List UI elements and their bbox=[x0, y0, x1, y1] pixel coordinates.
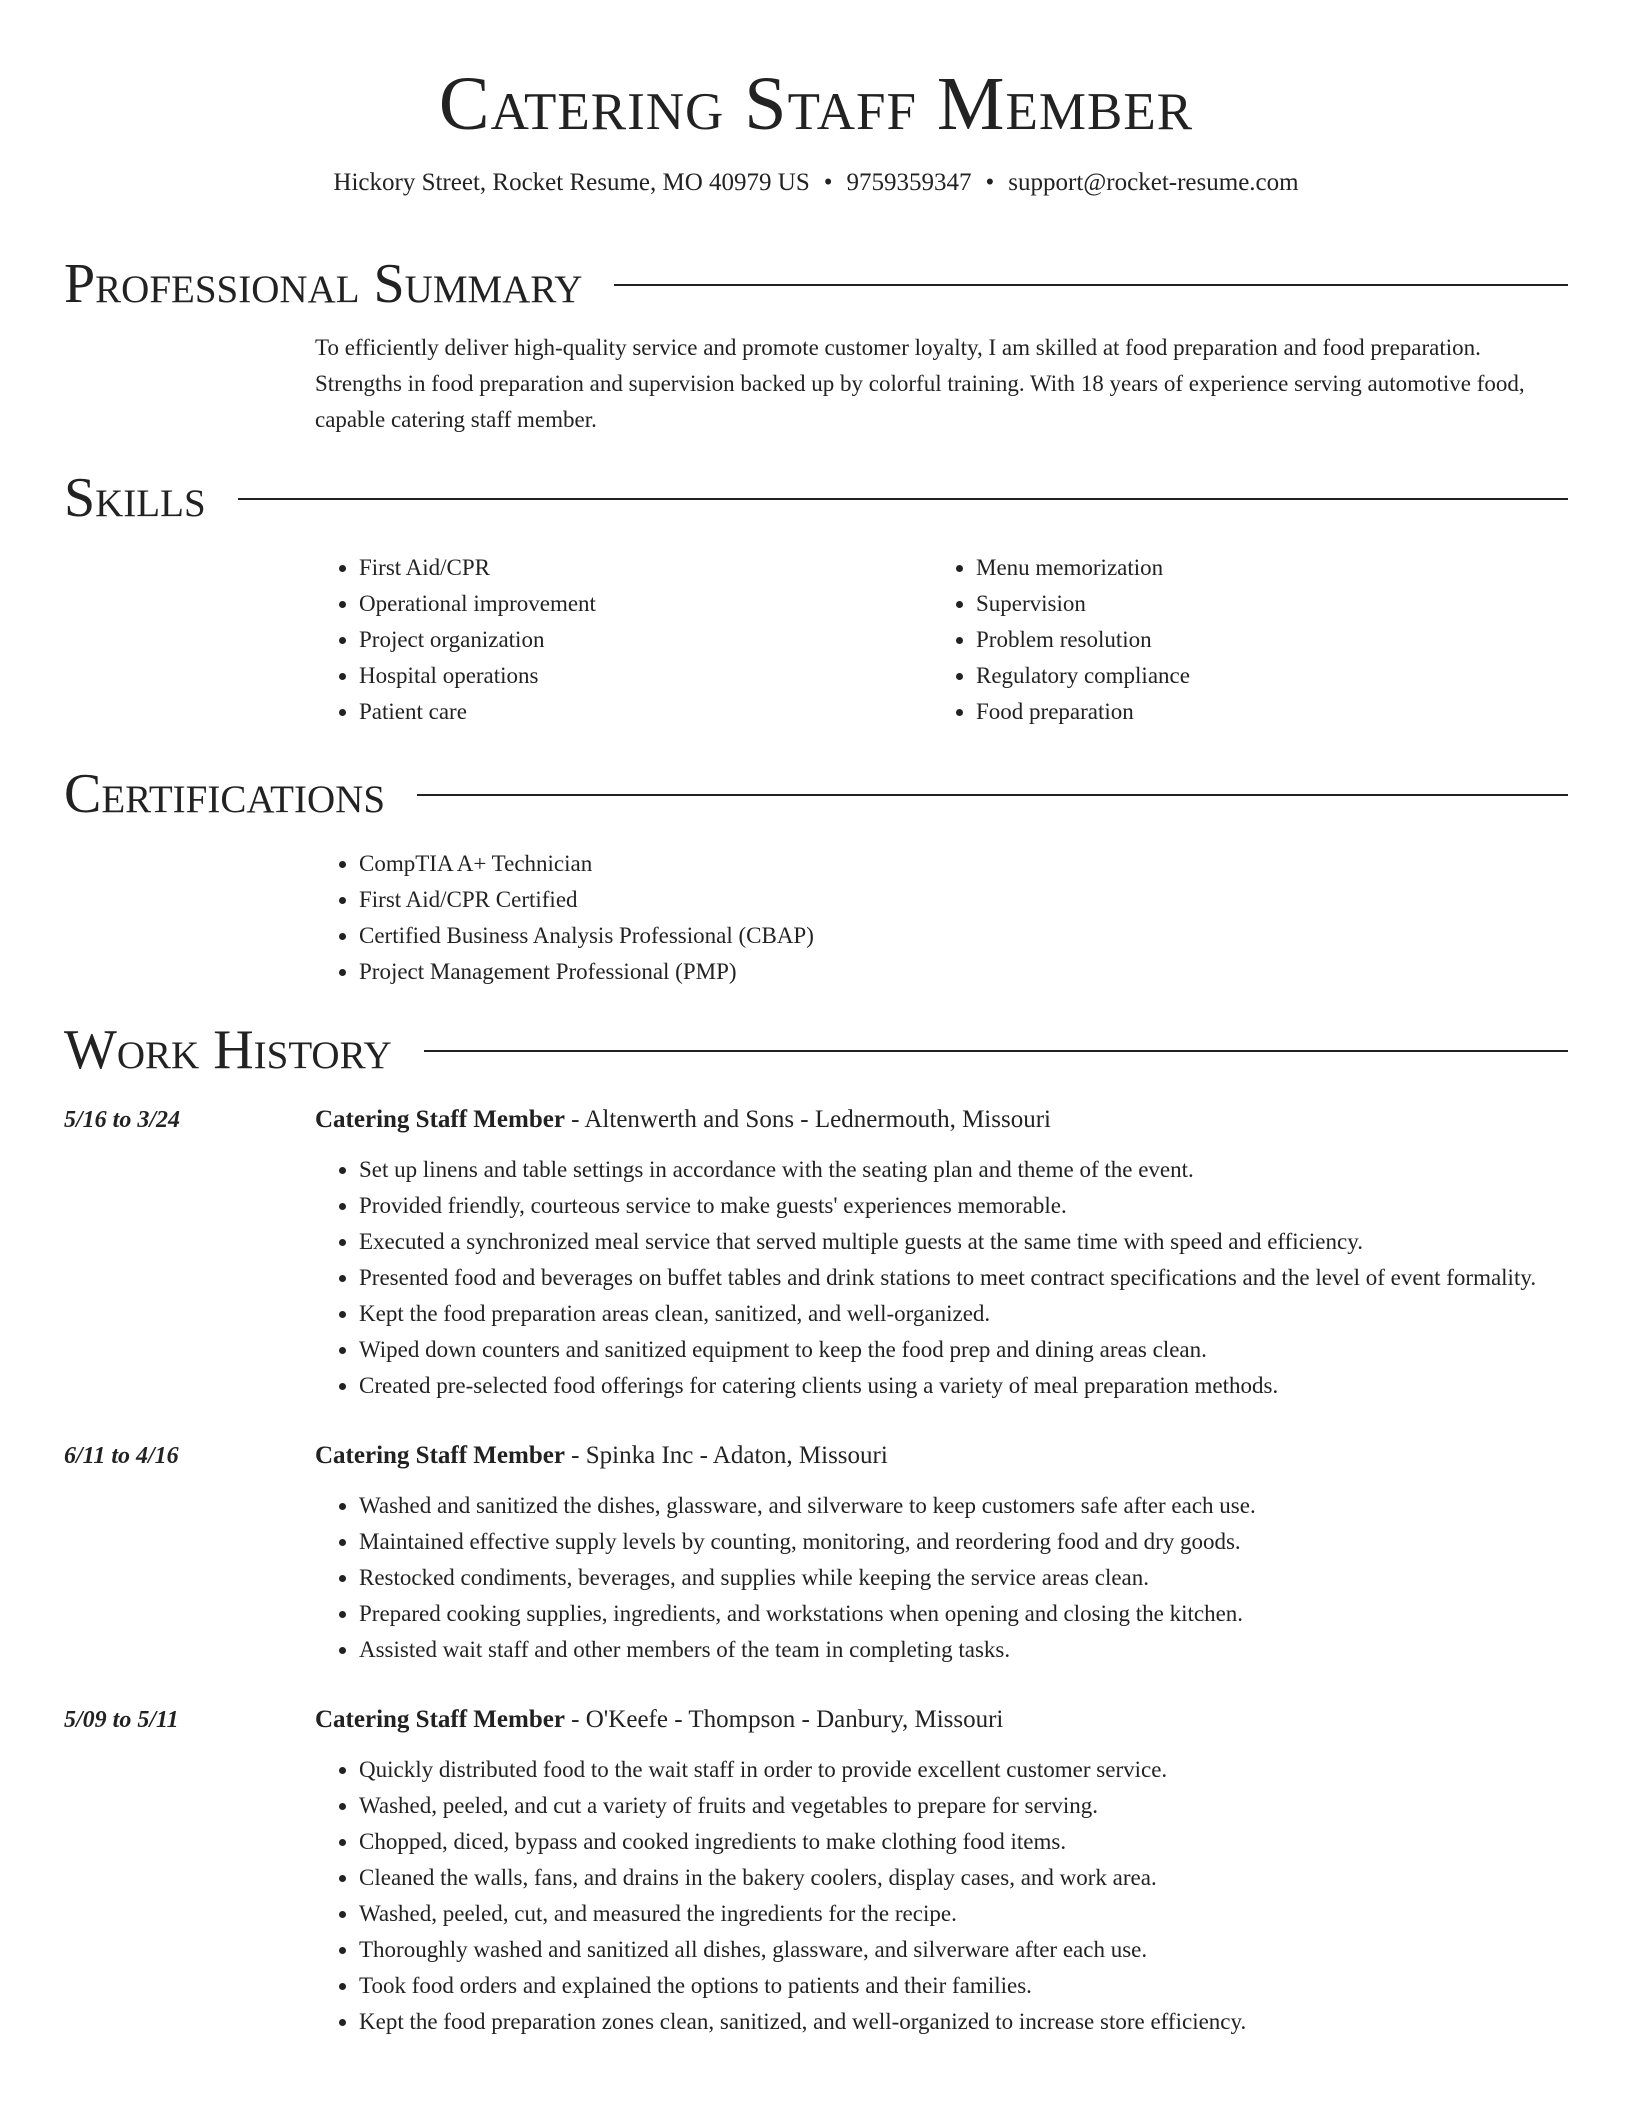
skill-item: • Menu memorization bbox=[976, 550, 1549, 586]
skills-column-left bbox=[315, 550, 932, 730]
job-duty-item: • Cleaned the walls, fans, and drains in the bakery coolers, display cases, and work area. bbox=[359, 1860, 1568, 1896]
job-dates: 5/16 to 3/24 bbox=[64, 1107, 181, 1133]
certifications-list bbox=[315, 846, 1568, 990]
job-entry bbox=[64, 1104, 1568, 1404]
section-divider bbox=[238, 498, 1568, 500]
summary-text: To efficiently deliver high-quality service and promote customer loyalty, I am skilled at food preparation and food preparation. Strengths in food preparation and supervision backed up by colorful training. With 18 years of experience serving automotive food, capable catering staff member. bbox=[315, 335, 1525, 432]
job-duty-item: • Washed, peeled, and cut a variety of fruits and vegetables to prepare for serving. bbox=[359, 1788, 1568, 1824]
job-duty-item: • Presented food and beverages on buffet tables and drink stations to meet contract specifications and the level of event formality. bbox=[359, 1260, 1568, 1296]
job-role: Catering Staff Member bbox=[315, 1442, 565, 1469]
skill-item: • First Aid/CPR bbox=[359, 550, 932, 586]
skill-item: • Regulatory compliance bbox=[976, 658, 1549, 694]
skill-item: • Patient care bbox=[359, 694, 932, 730]
job-duty-item: • Took food orders and explained the options to patients and their families. bbox=[359, 1968, 1568, 2004]
job-company-location: - Spinka Inc - Adaton, Missouri bbox=[564, 1442, 888, 1469]
job-duties bbox=[315, 1488, 1568, 1668]
job-duty-item: • Set up linens and table settings in accordance with the seating plan and theme of the event. bbox=[359, 1152, 1568, 1188]
job-dates: 6/11 to 4/16 bbox=[64, 1443, 179, 1469]
job-duty-item: • Chopped, diced, bypass and cooked ingredients to make clothing food items. bbox=[359, 1824, 1568, 1860]
job-duty-item: • Kept the food preparation zones clean, sanitized, and well-organized to increase store efficiency. bbox=[359, 2004, 1568, 2040]
email: support@rocket-resume.com bbox=[1008, 169, 1299, 196]
section-divider bbox=[614, 284, 1568, 286]
job-company-location: - O'Keefe - Thompson - Danbury, Missouri bbox=[564, 1706, 1004, 1733]
candidate-name: Catering Staff Member bbox=[438, 62, 1194, 146]
job-company-location: - Altenwerth and Sons - Lednermouth, Missouri bbox=[564, 1106, 1051, 1133]
job-title-line bbox=[315, 1704, 1003, 1736]
skill-item: • Problem resolution bbox=[976, 622, 1549, 658]
job-title-line bbox=[315, 1440, 888, 1472]
job-duty-item: • Kept the food preparation areas clean, sanitized, and well-organized. bbox=[359, 1296, 1568, 1332]
skill-item: • Project organization bbox=[359, 622, 932, 658]
skill-item: • Operational improvement bbox=[359, 586, 932, 622]
contact-line bbox=[64, 166, 1568, 200]
job-duty-item: • Assisted wait staff and other members of the team in completing tasks. bbox=[359, 1632, 1568, 1668]
job-header bbox=[64, 1104, 1568, 1136]
job-duty-item: • Maintained effective supply levels by counting, monitoring, and reordering food and dry goods. bbox=[359, 1524, 1568, 1560]
job-role: Catering Staff Member bbox=[315, 1706, 565, 1733]
certification-item: • CompTIA A+ Technician bbox=[359, 846, 1568, 882]
section-header-summary bbox=[64, 252, 1568, 316]
job-entry bbox=[64, 1704, 1568, 2040]
certification-item: • Project Management Professional (PMP) bbox=[359, 954, 1568, 990]
job-duty-item: • Created pre-selected food offerings for catering clients using a variety of meal preparation methods. bbox=[359, 1368, 1568, 1404]
section-header-work-history bbox=[64, 1018, 1568, 1082]
section-header-certifications bbox=[64, 762, 1568, 826]
skill-item: • Supervision bbox=[976, 586, 1549, 622]
job-title-line bbox=[315, 1104, 1051, 1136]
skills-column-right bbox=[932, 550, 1549, 730]
section-title-certifications: Certifications bbox=[64, 763, 386, 825]
summary-body bbox=[315, 330, 1568, 438]
job-header bbox=[64, 1704, 1568, 1736]
job-duty-item: • Wiped down counters and sanitized equipment to keep the food prep and dining areas clean. bbox=[359, 1332, 1568, 1368]
section-divider bbox=[417, 794, 1568, 796]
job-duty-item: • Prepared cooking supplies, ingredients, and workstations when opening and closing the kitchen. bbox=[359, 1596, 1568, 1632]
job-duty-item: • Restocked condiments, beverages, and supplies while keeping the service areas clean. bbox=[359, 1560, 1568, 1596]
contact-separator: • bbox=[823, 169, 833, 196]
job-duties bbox=[315, 1152, 1568, 1404]
certification-item: • Certified Business Analysis Professional (CBAP) bbox=[359, 918, 1568, 954]
section-title-skills: Skills bbox=[64, 467, 206, 529]
job-duty-item: • Provided friendly, courteous service to make guests' experiences memorable. bbox=[359, 1188, 1568, 1224]
job-duty-item: • Washed, peeled, cut, and measured the ingredients for the recipe. bbox=[359, 1896, 1568, 1932]
job-header bbox=[64, 1440, 1568, 1472]
resume-page bbox=[64, 0, 1568, 2040]
address: Hickory Street, Rocket Resume, MO 40979 US bbox=[333, 169, 810, 196]
skills-list bbox=[315, 550, 1568, 730]
certification-item: • First Aid/CPR Certified bbox=[359, 882, 1568, 918]
job-duty-item: • Executed a synchronized meal service that served multiple guests at the same time with speed and efficiency. bbox=[359, 1224, 1568, 1260]
job-duty-item: • Washed and sanitized the dishes, glassware, and silverware to keep customers safe after each use. bbox=[359, 1488, 1568, 1524]
job-duty-item: • Thoroughly washed and sanitized all dishes, glassware, and silverware after each use. bbox=[359, 1932, 1568, 1968]
job-duties bbox=[315, 1752, 1568, 2040]
skill-item: • Food preparation bbox=[976, 694, 1549, 730]
contact-separator: • bbox=[985, 169, 995, 196]
phone: 9759359347 bbox=[846, 169, 972, 196]
section-divider bbox=[424, 1050, 1568, 1052]
job-entry bbox=[64, 1440, 1568, 1668]
job-duty-item: • Quickly distributed food to the wait staff in order to provide excellent customer service. bbox=[359, 1752, 1568, 1788]
job-role: Catering Staff Member bbox=[315, 1106, 565, 1133]
skill-item: • Hospital operations bbox=[359, 658, 932, 694]
section-title-work-history: Work History bbox=[64, 1019, 392, 1081]
section-header-skills bbox=[64, 466, 1568, 530]
job-dates: 5/09 to 5/11 bbox=[64, 1707, 179, 1733]
section-title-summary: Professional Summary bbox=[64, 253, 583, 315]
